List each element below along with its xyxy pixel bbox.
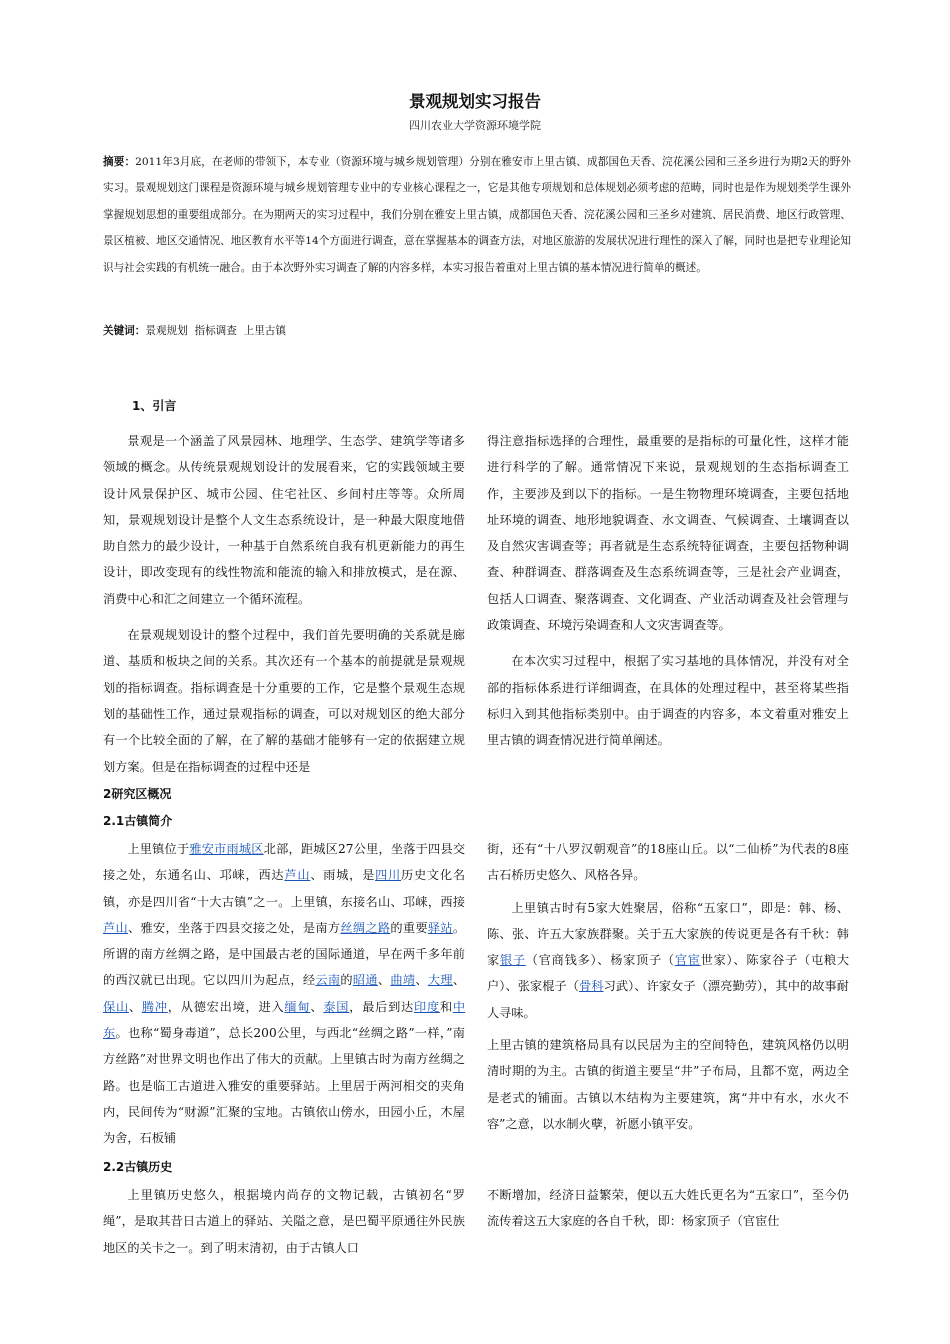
abstract-label: 摘要: [103, 156, 125, 168]
text-span: 、: [377, 973, 391, 988]
section1-left-column: [103, 428, 465, 780]
section1-heading: 1、引言: [132, 399, 177, 413]
text-span: 。也称“蜀身毒道”，总长200公里，与西北“丝绸之路”一样，”南方丝路”对世界文明也作出了伟大的贡献。上里镇古时为南方丝绸之路。也是临工古道进入雅安的重要驿站。上里居于两河相交的夹角内，民间传为“财源”汇聚的宝地。古镇依山傍水，田园小丘，木屋为舍，石板铺: [103, 1026, 465, 1146]
text-span: 上里镇位于: [127, 842, 190, 856]
text-span: 、: [128, 999, 142, 1014]
report-title: 景观规划实习报告: [409, 92, 541, 111]
link-lushan[interactable]: 芦山: [284, 868, 311, 883]
section1-right-column: [487, 428, 849, 754]
keywords-label: 关键词: [103, 325, 135, 337]
text-span: 世家）、陈家谷子（屯粮大户）、张家棍子（: [487, 953, 850, 994]
section2-1-left-paragraph: [103, 836, 465, 1152]
link-guanhuan[interactable]: 官宦: [674, 953, 701, 968]
section2-2-right-column: [487, 1182, 849, 1235]
text-span: 习武）、许家女子（漂亮勤劳），其中的故事耐人寻味。: [487, 979, 849, 1020]
text-span: ，从德宏出境，进入: [167, 999, 285, 1014]
link-myanmar[interactable]: 缅甸: [284, 999, 311, 1014]
link-sichuan[interactable]: 四川: [375, 868, 402, 883]
text-span: 历史文化名镇，亦是四川省“十大古镇”之一。上里镇，东接名山、邛崃，西接: [103, 868, 466, 909]
section2-1-right-column: [487, 836, 849, 1137]
link-tengchong[interactable]: 腾冲: [141, 999, 168, 1014]
text-span: 、: [310, 999, 324, 1014]
text-span: 、: [415, 973, 428, 988]
keywords-text: 景观规划 指标调查 上里古镇: [145, 325, 286, 337]
text-span: 北部，距城区27公里，坐落于四县交接之处，东通名山、邛崃，西达: [103, 842, 466, 883]
section2-heading: 2研究区概况: [103, 787, 172, 801]
link-india[interactable]: 印度: [414, 999, 440, 1014]
text-span: 的: [340, 973, 353, 988]
link-lushan[interactable]: 芦山: [103, 920, 128, 935]
section2-2-left-column: [103, 1182, 465, 1261]
text-span: 、雨城，是: [310, 868, 376, 883]
section2-2-right-paragraph: 不断增加，经济日益繁荣，便以五大姓氏更名为“五家口”，至今仍流传着这五大家庭的各自千秋，即：杨家顶子（官宦仕: [487, 1188, 849, 1229]
keywords-colon: ：: [134, 325, 146, 337]
text-span: 。所谓的南方丝绸之路，是中国最古老的国际通道，早在两千多年前的西汉就已出现。它以四川为起点，经: [103, 920, 466, 988]
link-yizhan[interactable]: 驿站: [427, 920, 453, 935]
abstract-colon: ：: [124, 156, 136, 168]
section1-right-paragraph: 得注意指标选择的合理性，最重要的是指标的可量化性，这样才能进行科学的了解。通常情况下来说，景观规划的生态指标调查工作，主要涉及到以下的指标。一是生物物理环境调查，主要包括地址环境的调查、地形地貌调查、水文调查、气候调查、土壤调查以及自然灾害调查等；再者就是生态系统特征调查，主要包括物种调查、种群调查、群落调查及生态系统调查等，三是社会产业调查，包括人口调查、聚落调查、文化调查、产业活动调查及社会管理与政策调查、环境污染调查和人文灾害调查等。: [487, 434, 849, 633]
link-thailand[interactable]: 泰国: [323, 999, 350, 1014]
link-guke[interactable]: 骨科: [579, 979, 604, 994]
text-span: 上里镇古时有5家大姓聚居，俗称“五家口”，即是：韩、杨、陈、张、许五大家族群聚。关于五大家族的传说更是各有千秋：韩家: [487, 900, 849, 968]
keywords: [103, 318, 851, 344]
text-span: （官商钱多）、杨家顶子（: [525, 953, 675, 968]
section2-1-left-column: [103, 836, 465, 1152]
text-span: 的重要: [390, 920, 428, 935]
link-yaan-yucheng[interactable]: 雅安市雨城区: [189, 842, 264, 856]
link-yunnan[interactable]: 云南: [315, 973, 341, 988]
link-dali[interactable]: 大理: [427, 973, 453, 988]
section2-1-right-paragraph: 街，还有“十八罗汉朝观音”的18座山丘。以“二仙桥”为代表的8座古石桥历史悠久、风格各异。: [487, 842, 849, 883]
text-span: 、雅安，坐落于四县交接之处，是南方: [128, 920, 341, 935]
section2-1-right-paragraph: [487, 895, 849, 1026]
section1-right-paragraph: 在本次实习过程中，根据了实习基地的具体情况，并没有对全部的指标体系进行详细调查，在具体的处理过程中，甚至将某些指标归入到其他指标类别中。由于调查的内容多，本文着重对雅安上里古镇的调查情况进行简单阐述。: [487, 654, 849, 748]
section1-left-paragraph: 景观是一个涵盖了风景园林、地理学、生态学、建筑学等诸多领域的概念。从传统景观规划设计的发展看来，它的实践领域主要设计风景保护区、城市公园、住宅社区、乡间村庄等等。众所周知，景观规划设计是整个人文生态系统设计，是一种最大限度地借助自然力的最少设计，一种基于自然系统自我有机更新能力的再生设计，即改变现有的线性物流和能流的输入和排放模式，是在源、消费中心和汇之间建立一个循环流程。: [103, 434, 465, 606]
link-yinzi[interactable]: 银子: [499, 953, 526, 968]
section2-2-left-paragraph: 上里镇历史悠久，根据境内尚存的文物记载，古镇初名“罗绳”，是取其昔日古道上的驿站、关隘之意，是巴蜀平原通往外民族地区的关卡之一。到了明末清初，由于古镇人口: [103, 1188, 465, 1255]
link-silk-road[interactable]: 丝绸之路: [340, 920, 391, 935]
text-span: 和: [439, 999, 453, 1014]
link-middle-east[interactable]: 中东: [103, 999, 466, 1041]
text-span: ，最后到达: [349, 999, 415, 1014]
abstract-text: 2011年3月底，在老师的带领下，本专业（资源环境与城乡规划管理）分别在雅安市上里古镇、成都国色天香、浣花溪公园和三圣乡进行为期2天的野外实习。景观规划这门课程是资源环境与城乡规划管理专业中的专业核心课程之一，它是其他专项规划和总体规划必须考虑的范畴，同时也是作为规划类学生课外掌握规划思想的重要组成部分。在为期两天的实习过程中，我们分别在雅安上里古镇，成都国色天香、浣花溪公园和三圣乡对建筑、居民消费、地区行政管理、景区植被、地区交通情况、地区教育水平等14个方面进行调查，意在掌握基本的调查方法，对地区旅游的发展状况进行理性的深入了解，同时也是把专业理论知识与社会实践的有机统一融合。由于本次野外实习调查了解的内容多样，本实习报告着重对上里古镇的基本情况进行简单的概述。: [103, 156, 852, 274]
link-zhaotong[interactable]: 昭通: [352, 973, 378, 988]
section2-1-heading: 2.1古镇简介: [103, 814, 173, 828]
report-subtitle: 四川农业大学资源环境学院: [409, 119, 541, 132]
section2-1-right-paragraph: 上里古镇的建筑格局具有以民居为主的空间特色，建筑风格仍以明清时期的为主。古镇的街道主要呈“井”子布局，且都不宽，两边全是老式的铺面。古镇以木结构为主要建筑，寓“井中有水，水火不容”之意，以水制火孽，祈愿小镇平安。: [487, 1038, 849, 1131]
section2-2-heading: 2.2古镇历史: [103, 1160, 173, 1174]
text-span: 、: [452, 973, 466, 988]
abstract: [103, 149, 851, 281]
link-qujing[interactable]: 曲靖: [390, 973, 416, 988]
link-baoshan[interactable]: 保山: [103, 999, 129, 1014]
section1-left-paragraph: 在景观规划设计的整个过程中，我们首先要明确的关系就是廊道、基质和板块之间的关系。其次还有一个基本的前提就是景观规划的指标调查。指标调查是十分重要的工作，它是整个景观生态规划的基础性工作，通过景观指标的调查，可以对规划区的绝大部分有一个比较全面的了解，在了解的基础才能够有一定的依据建立规划方案。但是在指标调查的过程中还是: [103, 628, 465, 774]
